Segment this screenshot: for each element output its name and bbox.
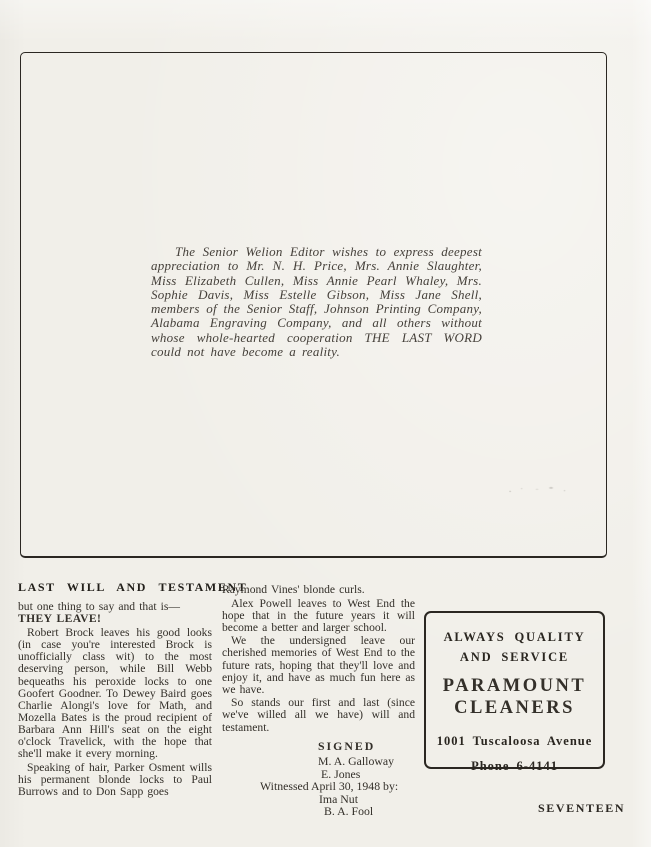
- signed-label: SIGNED: [318, 738, 376, 753]
- article-heading: LAST WILL AND TESTAMENT: [18, 580, 248, 594]
- article-right-column: [222, 584, 415, 818]
- signature-name: M. A. Galloway: [318, 754, 395, 769]
- appreciation-frame: [20, 52, 607, 558]
- article-paragraph: We the undersigned leave our cherished memories of West End to the future rats, hoping that they'll love and enjoy it, and have as much fun here as we have.: [222, 634, 415, 696]
- lead-emphasis: THEY LEAVE!: [18, 612, 102, 626]
- lead-line: but one thing to say and that is—: [18, 600, 181, 613]
- ad-phone: Phone 6-4141: [471, 759, 558, 773]
- pencil-smudge-mark: [505, 483, 569, 497]
- witness-name: B. A. Fool: [324, 804, 374, 819]
- ad-business-name-line1: PARAMOUNT: [442, 676, 587, 696]
- witness-intro: Witnessed April 30, 1948 by:: [260, 779, 399, 794]
- appreciation-note: The Senior Welion Editor wishes to express deepest appreciation to Mr. N. H. Price, Mrs. Annie Slaughter, Miss Elizabeth Cullen, Miss Annie Pearl Whaley, Mrs. Sophie Davis, Miss Estelle Gibson, Miss Jane Shell, members of the Senior Staff, Johnson Printing Company, Alabama Engraving Company, and all others without whose whole-hearted cooperation THE LAST WORD could not have become a reality.: [151, 244, 482, 360]
- ad-business-name-line2: CLEANERS: [454, 698, 575, 718]
- article-paragraph: Speaking of hair, Parker Osment wills his permanent blonde locks to Paul Burrows and to Don Sapp goes: [18, 760, 212, 798]
- signature-name: E. Jones: [321, 766, 361, 781]
- article-paragraph: Raymond Vines' blonde curls.: [222, 583, 365, 596]
- article-paragraph: Robert Brock leaves his good looks (in case you're interested Brock is unofficially class wit) to the most deserving person, while Bill Webb bequeaths his peroxide locks to one Goofert Goodner. To Dewey Baird goes Charlie Alongi's love for Math, and Mozella Bates is the proud recipient of Barbara Ann Hill's seat on the eight o'clock Travelick, with the hope that she'll make it every morning.: [18, 626, 212, 761]
- signature-block: [222, 740, 415, 818]
- article-left-column: [18, 601, 212, 800]
- article-paragraph: So stands our first and last (since we've willed all we have) will and testament.: [222, 696, 415, 734]
- witness-name: Ima Nut: [319, 791, 358, 806]
- lead-paragraph: [18, 601, 212, 625]
- page-number: SEVENTEEN: [538, 801, 626, 815]
- paramount-cleaners-ad: [424, 611, 605, 773]
- ad-address: 1001 Tuscaloosa Avenue: [436, 734, 593, 748]
- article-paragraph: Alex Powell leaves to West End the hope that in the future years it will become a better and larger school.: [222, 596, 415, 634]
- ad-tagline-line2: AND SERVICE: [459, 650, 570, 664]
- ad-tagline-line1: ALWAYS QUALITY: [443, 630, 586, 644]
